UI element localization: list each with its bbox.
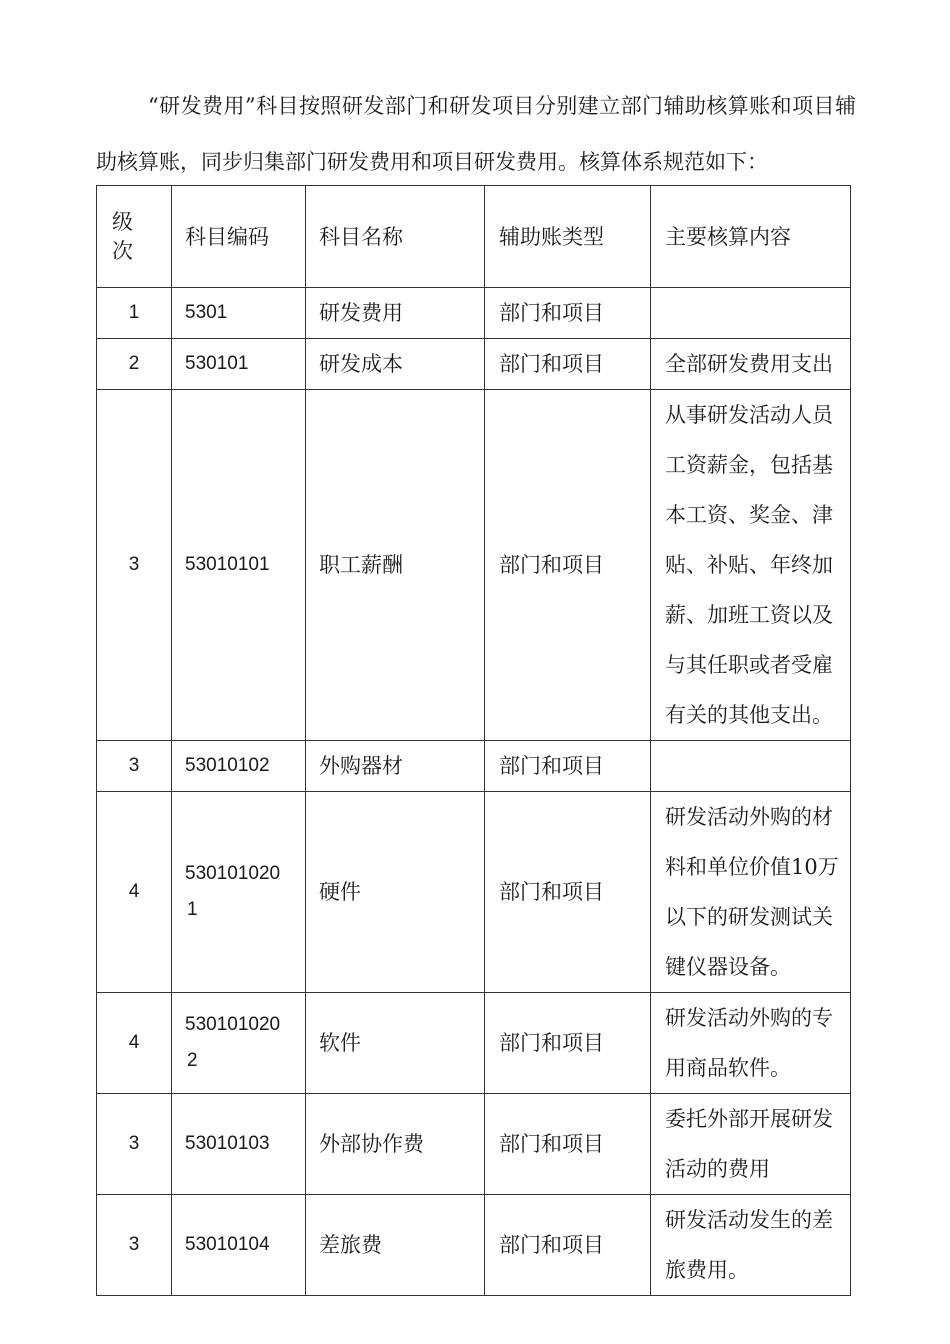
code-tail: 2 (187, 1050, 198, 1071)
table-row (97, 288, 851, 339)
cell-content (651, 741, 851, 792)
cell-code: 5301 (172, 288, 306, 339)
cell-level: 2 (97, 339, 172, 390)
cell-aux-type: 部门和项目 (485, 741, 651, 792)
cell-level: 3 (97, 390, 172, 741)
cell-code (172, 993, 306, 1094)
cell-level: 3 (97, 1094, 172, 1195)
cell-content: 研发活动发生的差旅费用。 (651, 1195, 851, 1296)
header-name: 科目名称 (306, 186, 485, 288)
header-code: 科目编码 (172, 186, 306, 288)
table-row (97, 792, 851, 993)
cell-aux-type: 部门和项目 (485, 339, 651, 390)
table-row (97, 339, 851, 390)
cell-name: 差旅费 (306, 1195, 485, 1296)
cell-aux-type: 部门和项目 (485, 390, 651, 741)
header-content: 主要核算内容 (651, 186, 851, 288)
cell-level: 4 (97, 792, 172, 993)
cell-level: 4 (97, 993, 172, 1094)
accounting-structure-table (96, 185, 851, 1296)
cell-content (651, 288, 851, 339)
cell-aux-type: 部门和项目 (485, 792, 651, 993)
cell-name: 外部协作费 (306, 1094, 485, 1195)
code-tail: 1 (187, 899, 198, 920)
cell-aux-type: 部门和项目 (485, 993, 651, 1094)
table-row (97, 390, 851, 741)
cell-name: 研发费用 (306, 288, 485, 339)
table-row (97, 993, 851, 1094)
cell-content: 委托外部开展研发活动的费用 (651, 1094, 851, 1195)
cell-content: 研发活动外购的专用商品软件。 (651, 993, 851, 1094)
table-row (97, 1195, 851, 1296)
header-aux-type: 辅助账类型 (485, 186, 651, 288)
cell-level: 3 (97, 741, 172, 792)
cell-name: 研发成本 (306, 339, 485, 390)
cell-aux-type: 部门和项目 (485, 288, 651, 339)
cell-code: 53010103 (172, 1094, 306, 1195)
cell-name: 硬件 (306, 792, 485, 993)
cell-content: 研发活动外购的材料和单位价值10万以下的研发测试关键仪器设备。 (651, 792, 851, 993)
intro-paragraph: “研发费用”科目按照研发部门和研发项目分别建立部门辅助核算账和项目辅助核算账，同步归集部门研发费用和项目研发费用。核算体系规范如下： (96, 94, 856, 174)
cell-aux-type: 部门和项目 (485, 1195, 651, 1296)
code-head: 530101020 (185, 1014, 281, 1035)
table-row (97, 1094, 851, 1195)
code-head: 530101020 (185, 863, 281, 884)
cell-code: 53010102 (172, 741, 306, 792)
table-header-row (97, 186, 851, 288)
cell-level: 3 (97, 1195, 172, 1296)
cell-aux-type: 部门和项目 (485, 1094, 651, 1195)
header-level: 级次 (97, 186, 172, 288)
cell-code: 53010104 (172, 1195, 306, 1296)
intro-text (96, 78, 856, 190)
cell-name: 职工薪酬 (306, 390, 485, 741)
cell-level: 1 (97, 288, 172, 339)
cell-name: 软件 (306, 993, 485, 1094)
cell-content: 从事研发活动人员工资薪金，包括基本工资、奖金、津贴、补贴、年终加薪、加班工资以及与其任职或者受雇有关的其他支出。 (651, 390, 851, 741)
cell-name: 外购器材 (306, 741, 485, 792)
table-row (97, 741, 851, 792)
cell-code (172, 792, 306, 993)
cell-content: 全部研发费用支出 (651, 339, 851, 390)
cell-code: 530101 (172, 339, 306, 390)
cell-code: 53010101 (172, 390, 306, 741)
